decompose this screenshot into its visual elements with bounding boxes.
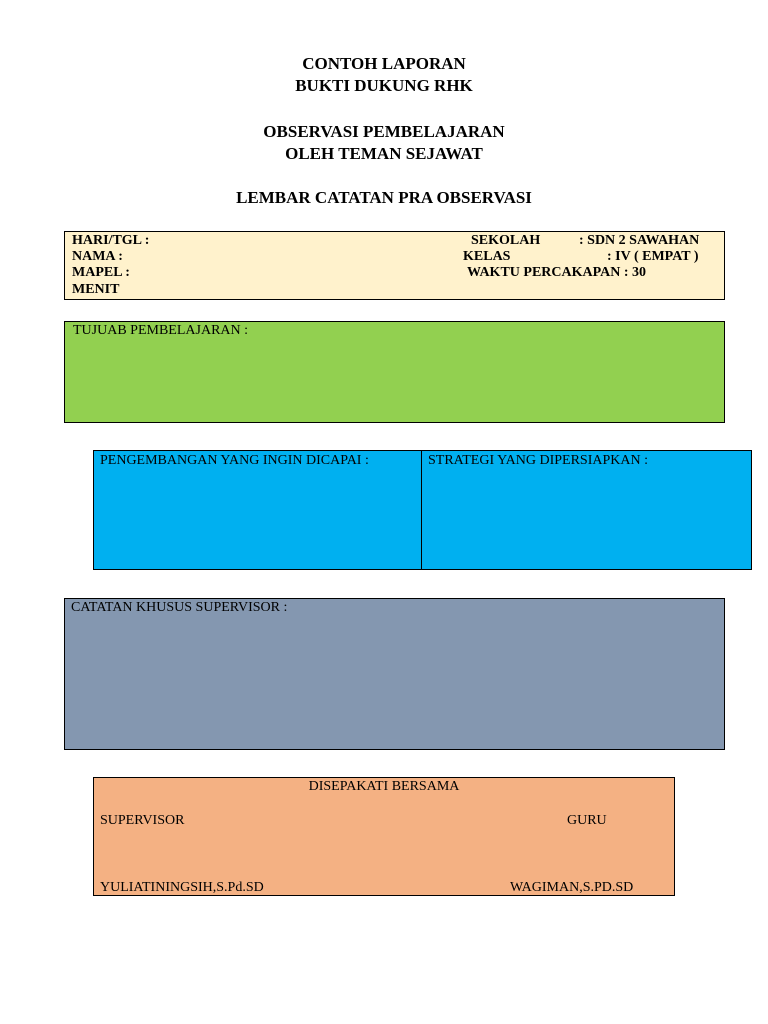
signature-box: [93, 777, 675, 896]
catatan-supervisor-label: CATATAN KHUSUS SUPERVISOR :: [71, 600, 288, 615]
pengembangan-label: PENGEMBANGAN YANG INGIN DICAPAI :: [100, 453, 369, 468]
strategi-label: STRATEGI YANG DIPERSIAPKAN :: [428, 453, 648, 468]
waktu-percakapan: WAKTU PERCAKAPAN : 30: [467, 265, 647, 280]
info-box: [64, 231, 725, 300]
pengembangan-box: [93, 450, 422, 570]
form-title: LEMBAR CATATAN PRA OBSERVASI: [236, 188, 532, 207]
document-title-line2: BUKTI DUKUNG RHK: [295, 76, 473, 95]
document-subtitle-line2: OLEH TEMAN SEJAWAT: [285, 144, 483, 163]
sekolah-value: : SDN 2 SAWAHAN: [579, 233, 700, 248]
kelas-label: KELAS: [463, 249, 511, 264]
kelas-value: : IV ( EMPAT ): [607, 249, 699, 264]
mapel-label: MAPEL :: [72, 265, 130, 280]
guru-label: GURU: [567, 813, 607, 828]
tujuan-pembelajaran-label: TUJUAB PEMBELAJARAN :: [73, 323, 249, 338]
tujuan-pembelajaran-box: [64, 321, 725, 423]
signature-heading: DISEPAKATI BERSAMA: [308, 779, 460, 794]
strategi-box: [421, 450, 752, 570]
menit-label: MENIT: [72, 282, 120, 297]
sekolah-label: SEKOLAH: [471, 233, 541, 248]
nama-label: NAMA :: [72, 249, 123, 264]
catatan-supervisor-box: [64, 598, 725, 750]
guru-name: WAGIMAN,S.PD.SD: [510, 880, 634, 895]
document-subtitle-line1: OBSERVASI PEMBELAJARAN: [263, 122, 505, 141]
document-title-line1: CONTOH LAPORAN: [302, 54, 466, 73]
supervisor-name: YULIATININGSIH,S.Pd.SD: [100, 880, 264, 895]
hari-tgl-label: HARI/TGL :: [72, 233, 150, 248]
supervisor-label: SUPERVISOR: [100, 813, 185, 828]
